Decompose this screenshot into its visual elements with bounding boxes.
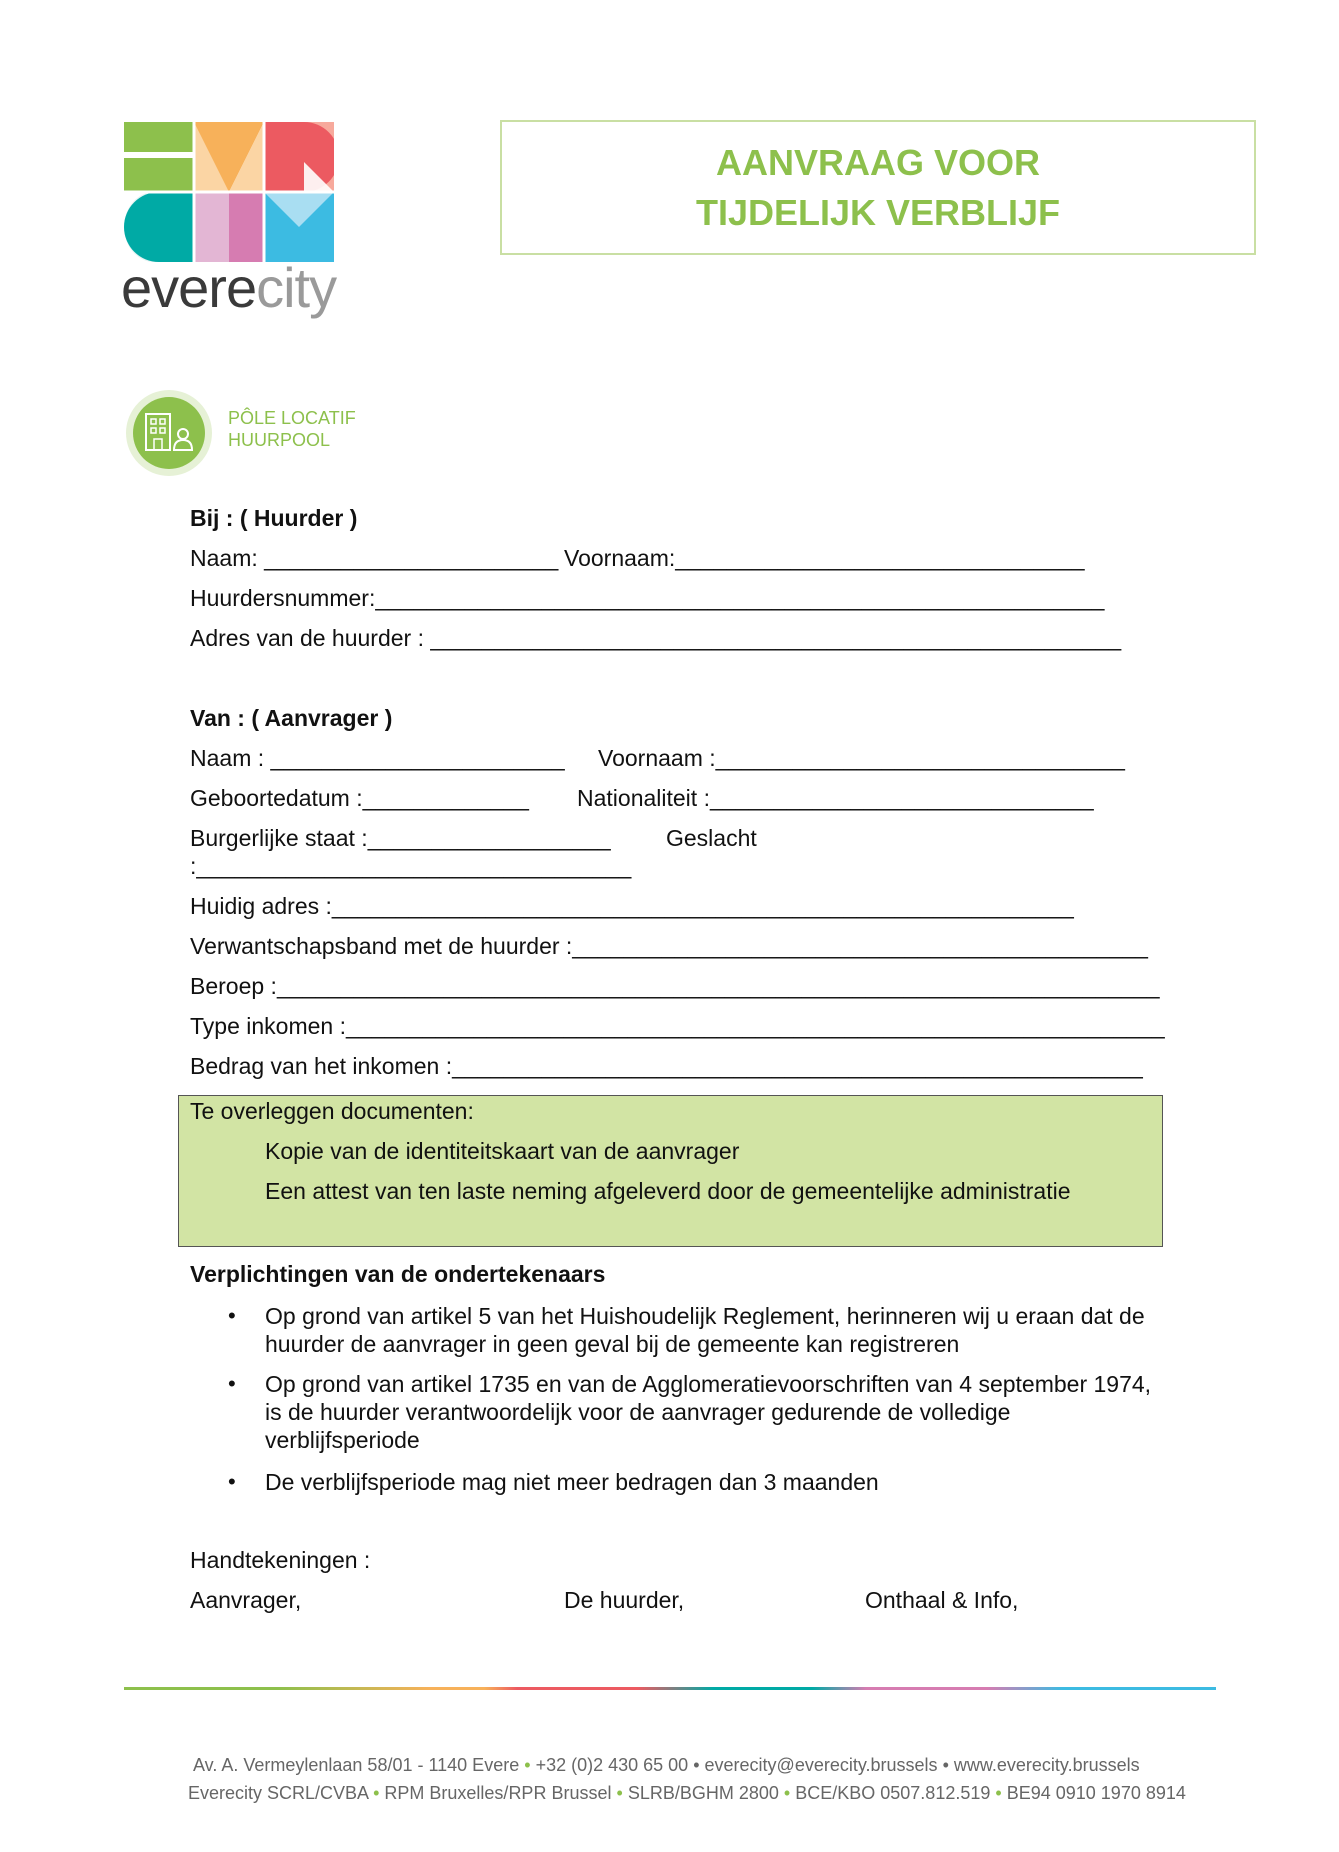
bedrag-inkomen-field[interactable]: Bedrag van het inkomen :______________________________________________________	[190, 1053, 1143, 1079]
aanvrager-heading: Van : ( Aanvrager )	[190, 705, 393, 731]
geslacht-label: Geslacht	[666, 825, 757, 851]
title-line-2: TIJDELIJK VERBLIJF	[695, 191, 1061, 233]
document-item: Een attest van ten laste neming afgeleverd door de gemeentelijke administratie	[265, 1178, 1071, 1204]
bullet-icon: •	[228, 1303, 236, 1328]
huurder-voornaam-field[interactable]: Voornaam:________________________________	[564, 545, 1085, 571]
pole-label: PÔLE LOCATIF HUURPOOL	[228, 408, 356, 450]
huurder-adres-field[interactable]: Adres van de huurder : ______________________________________________________	[190, 625, 1122, 651]
aanvrager-voornaam-field[interactable]: Voornaam :________________________________	[598, 745, 1125, 771]
document-item: Kopie van de identiteitskaart van de aanvrager	[265, 1138, 740, 1164]
obligation-item-3-line-1: De verblijfsperiode mag niet meer bedragen dan 3 maanden	[265, 1469, 879, 1495]
footer-legal-line: Everecity SCRL/CVBA • RPM Bruxelles/RPR Brussel • SLRB/BGHM 2800 • BCE/KBO 0507.812.519 • BE94 0910 1970 8914	[188, 1783, 1186, 1803]
logo-wordmark: everecity	[121, 256, 337, 319]
obligation-item-2-line-1: Op grond van artikel 1735 en van de Agglomeratievoorschriften van 4 september 1974,	[265, 1371, 1152, 1397]
bullet-icon: •	[228, 1371, 236, 1396]
geboortedatum-field[interactable]: Geboortedatum :_____________	[190, 785, 529, 811]
beroep-field[interactable]: Beroep :_____________________________________________________________________	[190, 973, 1160, 999]
signature-huurder: De huurder,	[564, 1587, 685, 1613]
geslacht-field[interactable]: :__________________________________	[190, 853, 632, 879]
footer-address-line: Av. A. Vermeylenlaan 58/01 - 1140 Evere • +32 (0)2 430 65 00 • everecity@everecity.brussels • www.everecity.brussels	[193, 1755, 1140, 1775]
signature-onthaal: Onthaal & Info,	[865, 1587, 1019, 1613]
title-line-1: AANVRAAG VOOR	[715, 141, 1041, 183]
obligations-heading: Verplichtingen van de ondertekenaars	[190, 1261, 606, 1287]
nationaliteit-field[interactable]: Nationaliteit :______________________________	[577, 785, 1094, 811]
type-inkomen-field[interactable]: Type inkomen :________________________________________________________________	[190, 1013, 1165, 1039]
obligation-item-2-line-3: verblijfsperiode	[265, 1427, 420, 1453]
documents-heading: Te overleggen documenten:	[190, 1098, 474, 1124]
footer-color-rule	[124, 1687, 1216, 1690]
obligation-item-2-line-2: is de huurder verantwoordelijk voor de aanvrager gedurende de volledige	[265, 1399, 1011, 1425]
document-title-box	[500, 120, 1256, 255]
building-person-icon	[124, 388, 214, 478]
signatures-heading: Handtekeningen :	[190, 1547, 371, 1573]
burgerlijke-staat-field[interactable]: Burgerlijke staat :___________________	[190, 825, 611, 851]
huurder-naam-field[interactable]: Naam: _______________________	[190, 545, 559, 571]
signature-aanvrager: Aanvrager,	[190, 1587, 302, 1613]
everecity-logo	[124, 122, 334, 262]
obligation-item-1-line-1: Op grond van artikel 5 van het Huishoudelijk Reglement, herinneren wij u eraan dat de	[265, 1303, 1145, 1329]
aanvrager-naam-field[interactable]: Naam : _______________________	[190, 745, 565, 771]
obligation-item-1-line-2: huurder de aanvrager in geen geval bij de gemeente kan registreren	[265, 1331, 960, 1357]
huurder-heading: Bij : ( Huurder )	[190, 505, 358, 531]
verwantschap-field[interactable]: Verwantschapsband met de huurder :_____________________________________________	[190, 933, 1148, 959]
bullet-icon: •	[228, 1469, 236, 1494]
huidig-adres-field[interactable]: Huidig adres :__________________________________________________________	[190, 893, 1074, 919]
huurdersnummer-field[interactable]: Huurdersnummer:_________________________________________________________	[190, 585, 1105, 611]
